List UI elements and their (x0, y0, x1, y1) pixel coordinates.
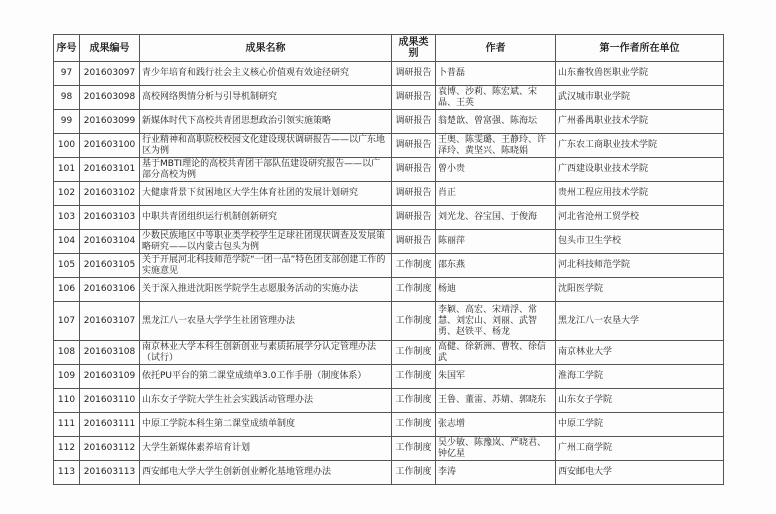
row-author: 袁博、沙莉、陈宏斌、宋晶、王英 (436, 86, 556, 110)
row-code: 201603103 (80, 206, 140, 230)
row-no: 101 (54, 158, 80, 182)
row-title: 关于深入推进沈阳医学院学生志愿服务活动的实施办法 (140, 278, 392, 302)
row-title: 西安邮电大学大学生创新创业孵化基地管理办法 (140, 461, 392, 485)
row-code: 201603108 (80, 341, 140, 365)
table-row (54, 437, 724, 461)
row-no: 106 (54, 278, 80, 302)
row-type: 调研报告 (392, 158, 436, 182)
header-no: 序号 (54, 35, 80, 62)
row-author: 肖正 (436, 182, 556, 206)
row-unit: 沈阳医学院 (556, 278, 724, 302)
row-unit: 中原工学院 (556, 413, 724, 437)
row-code: 201603099 (80, 110, 140, 134)
row-type: 工作制度 (392, 389, 436, 413)
row-title: 依托PU平台的第二课堂成绩单3.0工作手册（制度体系） (140, 365, 392, 389)
row-author: 王鲁、董雷、苏婧、郭晓东 (436, 389, 556, 413)
row-author: 刘光龙、谷宝国、于俊海 (436, 206, 556, 230)
row-unit: 贵州工程应用技术学院 (556, 182, 724, 206)
row-no: 111 (54, 413, 80, 437)
row-type: 调研报告 (392, 182, 436, 206)
row-no: 102 (54, 182, 80, 206)
table-row (54, 158, 724, 182)
row-no: 112 (54, 437, 80, 461)
row-type: 调研报告 (392, 86, 436, 110)
table-row (54, 134, 724, 158)
row-code: 201603104 (80, 230, 140, 254)
row-title: 大健康背景下贫困地区大学生体育社团的发展计划研究 (140, 182, 392, 206)
table-row (54, 230, 724, 254)
row-title: 青少年培育和践行社会主义核心价值观有效途径研究 (140, 62, 392, 86)
row-code: 201603100 (80, 134, 140, 158)
header-title: 成果名称 (140, 35, 392, 62)
table-row (54, 86, 724, 110)
row-unit: 南京林业大学 (556, 341, 724, 365)
row-author: 李涛 (436, 461, 556, 485)
row-title: 黑龙江八一农垦大学学生社团管理办法 (140, 302, 392, 341)
row-title: 关于开展河北科技师范学院“一团一品”特色团支部创建工作的实施意见 (140, 254, 392, 278)
table-row (54, 365, 724, 389)
row-type: 调研报告 (392, 62, 436, 86)
row-no: 99 (54, 110, 80, 134)
row-unit: 黑龙江八一农垦大学 (556, 302, 724, 341)
table-row (54, 110, 724, 134)
row-code: 201603097 (80, 62, 140, 86)
row-author: 邵东燕 (436, 254, 556, 278)
row-title: 中职共青团组织运行机制创新研究 (140, 206, 392, 230)
row-author: 吴少敏、陈豫岚、严晓君、钟亿星 (436, 437, 556, 461)
row-code: 201603101 (80, 158, 140, 182)
row-no: 109 (54, 365, 80, 389)
row-no: 110 (54, 389, 80, 413)
table-row (54, 206, 724, 230)
row-type: 工作制度 (392, 365, 436, 389)
row-unit: 广东农工商职业技术学院 (556, 134, 724, 158)
table-row (54, 278, 724, 302)
table-header-row (54, 35, 724, 62)
row-type: 调研报告 (392, 206, 436, 230)
row-unit: 广州番禺职业技术学院 (556, 110, 724, 134)
row-author: 曾小贵 (436, 158, 556, 182)
row-unit: 山东畜牧兽医职业学院 (556, 62, 724, 86)
table-row (54, 302, 724, 341)
row-title: 少数民族地区中等职业类学校学生足球社团现状调查及发展策略研究——以内蒙古包头为例 (140, 230, 392, 254)
results-table (53, 34, 724, 485)
row-no: 98 (54, 86, 80, 110)
row-unit: 广州工商学院 (556, 437, 724, 461)
row-type: 调研报告 (392, 134, 436, 158)
row-code: 201603111 (80, 413, 140, 437)
table-row (54, 413, 724, 437)
row-no: 113 (54, 461, 80, 485)
header-unit: 第一作者所在单位 (556, 35, 724, 62)
row-type: 调研报告 (392, 230, 436, 254)
row-author: 朱国军 (436, 365, 556, 389)
row-title: 高校网络舆情分析与引导机制研究 (140, 86, 392, 110)
row-author: 王奥、陈雯璐、王静玲、许泽玲、黄坚兴、陈晓娟 (436, 134, 556, 158)
table-row (54, 182, 724, 206)
row-title: 新媒体时代下高校共青团思想政治引领实施策略 (140, 110, 392, 134)
row-type: 工作制度 (392, 341, 436, 365)
row-unit: 武汉城市职业学院 (556, 86, 724, 110)
row-author: 杨迪 (436, 278, 556, 302)
row-unit: 河北省沧州工贸学校 (556, 206, 724, 230)
row-code: 201603098 (80, 86, 140, 110)
row-title: 山东女子学院大学生社会实践活动管理办法 (140, 389, 392, 413)
table-row (54, 62, 724, 86)
row-type: 工作制度 (392, 302, 436, 341)
row-no: 103 (54, 206, 80, 230)
row-type: 工作制度 (392, 278, 436, 302)
row-code: 201603102 (80, 182, 140, 206)
row-unit: 河北科技师范学院 (556, 254, 724, 278)
row-no: 107 (54, 302, 80, 341)
row-code: 201603105 (80, 254, 140, 278)
header-code: 成果编号 (80, 35, 140, 62)
row-unit: 山东女子学院 (556, 389, 724, 413)
row-title: 大学生新媒体素养培育计划 (140, 437, 392, 461)
row-code: 201603113 (80, 461, 140, 485)
row-title: 行业精神和高职院校校园文化建设现状调研报告——以广东地区为例 (140, 134, 392, 158)
row-type: 调研报告 (392, 110, 436, 134)
row-unit: 包头市卫生学校 (556, 230, 724, 254)
row-author: 高健、徐新洲、曹牧、徐信武 (436, 341, 556, 365)
header-type: 成果类别 (392, 35, 436, 62)
row-no: 100 (54, 134, 80, 158)
row-no: 97 (54, 62, 80, 86)
row-unit: 广西建设职业技术学院 (556, 158, 724, 182)
row-author: 陈丽萍 (436, 230, 556, 254)
row-author: 张志增 (436, 413, 556, 437)
table-row (54, 389, 724, 413)
row-code: 201603107 (80, 302, 140, 341)
row-unit: 西安邮电大学 (556, 461, 724, 485)
row-no: 105 (54, 254, 80, 278)
table-row (54, 461, 724, 485)
row-code: 201603112 (80, 437, 140, 461)
row-type: 工作制度 (392, 413, 436, 437)
row-code: 201603106 (80, 278, 140, 302)
row-author: 卜普磊 (436, 62, 556, 86)
row-title: 基于MBTI理论的高校共青团干部队伍建设研究报告——以广部分高校为例 (140, 158, 392, 182)
row-title: 中原工学院本科生第二课堂成绩单制度 (140, 413, 392, 437)
row-code: 201603109 (80, 365, 140, 389)
table-row (54, 254, 724, 278)
table-row (54, 341, 724, 365)
row-no: 108 (54, 341, 80, 365)
row-no: 104 (54, 230, 80, 254)
row-type: 工作制度 (392, 461, 436, 485)
row-type: 工作制度 (392, 437, 436, 461)
row-author: 翁楚歆、曾富强、陈海坛 (436, 110, 556, 134)
row-title: 南京林业大学本科生创新创业与素质拓展学分认定管理办法（试行） (140, 341, 392, 365)
row-unit: 淮海工学院 (556, 365, 724, 389)
row-author: 李颖、高宏、宋靖浮、常慧、刘宏山、刘丽、武智勇、赵铁平、杨龙 (436, 302, 556, 341)
row-type: 工作制度 (392, 254, 436, 278)
row-code: 201603110 (80, 389, 140, 413)
header-author: 作者 (436, 35, 556, 62)
